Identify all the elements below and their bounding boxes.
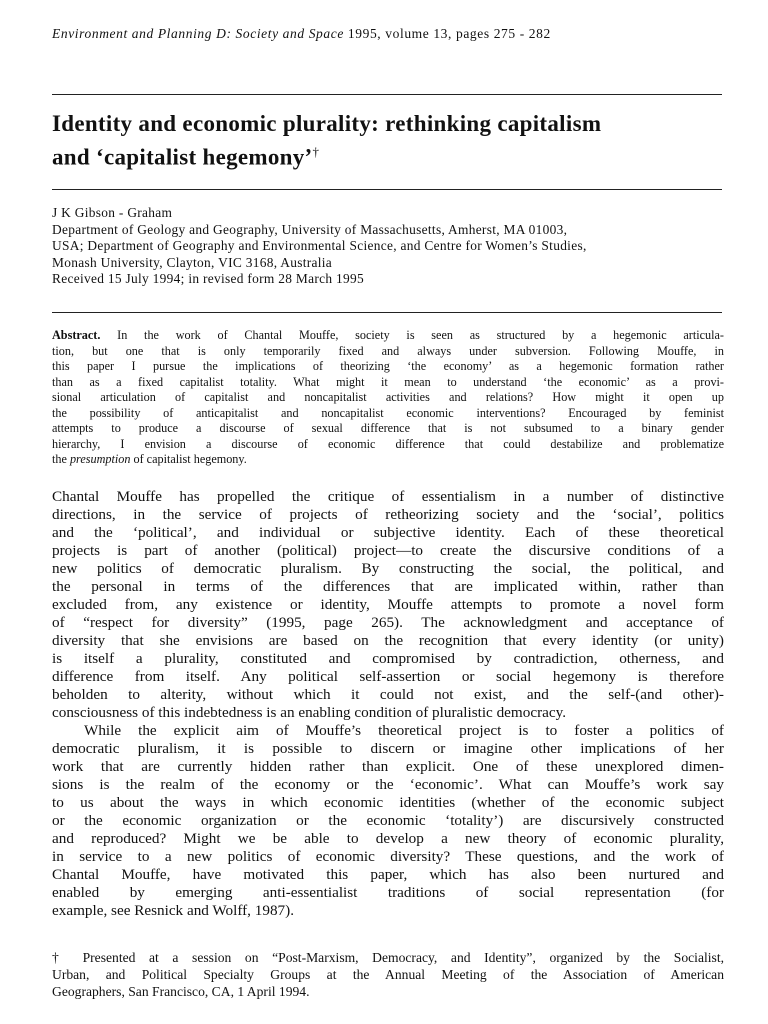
abstract-emphasis: presumption — [69, 452, 131, 466]
abstract — [52, 328, 724, 468]
title-line-2-text: and ‘capitalist hegemony’ — [52, 144, 313, 170]
body-line: While the explicit aim of Mouffe’s theoretical project is to foster a politics of — [84, 722, 724, 739]
footnote-line: Urban, and Political Specialty Groups at the Annual Meeting of the Association of American — [52, 966, 724, 982]
abstract-line-1-text: In the work of Chantal Mouffe, society is seen as structured by a hegemonic articula- — [100, 328, 724, 342]
body-line: Chantal Mouffe has propelled the critique of essentialism in a number of distinctive — [52, 488, 724, 505]
abstract-line: tion, but one that is only temporarily fixed and always under subversion. Following Mouffe, in — [52, 343, 724, 358]
body-line: and reproduced? Might we be able to develop a new theory of economic plurality, — [52, 830, 724, 847]
affiliation-line-2: USA; Department of Geography and Environmental Science, and Centre for Women’s Studies, — [52, 238, 587, 254]
header-rule — [52, 94, 722, 95]
body-line: is itself a plurality, constituted and compromised by contradiction, otherness, and — [52, 650, 724, 667]
journal-volume-pages: 1995, volume 13, pages 275 - 282 — [343, 26, 551, 41]
body-line: projects is part of another (political) project—to create the discursive conditions of a — [52, 542, 724, 559]
body-line: the personal in terms of the differences that are implicated within, rather than — [52, 578, 724, 595]
received-date: Received 15 July 1994; in revised form 28 March 1995 — [52, 271, 364, 287]
body-text — [52, 488, 724, 920]
abstract-heading: Abstract. — [52, 328, 101, 342]
abstract-line: hierarchy, I envision a discourse of economic difference that could destabilize and problematize — [52, 436, 724, 451]
body-line: Chantal Mouffe, have motivated this paper, which has also been nurtured and — [52, 866, 724, 883]
abstract-line — [52, 452, 724, 468]
body-line: example, see Resnick and Wolff, 1987). — [52, 902, 294, 919]
body-line: difference from itself. Any political self-assertion or social hegemony is therefore — [52, 668, 724, 685]
affiliation-line-1: Department of Geology and Geography, University of Massachusetts, Amherst, MA 01003, — [52, 221, 568, 237]
abstract-line: attempts to produce a discourse of sexual difference that is not subsumed to a binary gender — [52, 421, 724, 435]
journal-citation — [52, 26, 551, 42]
body-line: excluded from, any existence or identity, Mouffe attempts to promote a novel form — [52, 596, 724, 613]
abstract-line: than as a fixed capitalist totality. What might it mean to understand ‘the economic’ as a provi- — [52, 374, 724, 389]
body-line: beholden to alterity, without which it could not exist, and the self-(and other)- — [52, 686, 724, 703]
author-block — [52, 205, 732, 288]
paragraph-1 — [52, 488, 724, 722]
footnote-line: Geographers, San Francisco, CA, 1 April 1994. — [52, 983, 310, 999]
title-rule — [52, 189, 722, 190]
body-line: consciousness of this indebtedness is an enabling condition of pluralistic democracy. — [52, 704, 567, 721]
author-rule — [52, 312, 722, 313]
body-line: sions is the realm of the economy or the ‘economic’. What can Mouffe’s work say — [52, 776, 724, 793]
footnote — [52, 950, 724, 1000]
title-footnote-mark: † — [312, 144, 320, 159]
abstract-line: the possibility of anticapitalist and noncapitalist economic interventions? Encouraged by feminist — [52, 405, 724, 420]
body-line: of “respect for diversity” (1995, page 265). The acknowledgment and acceptance of — [52, 614, 724, 631]
abstract-line: this paper I pursue the implications of theorizing ‘the economy’ as a hegemonic formation rather — [52, 359, 724, 373]
affiliation-line-3: Monash University, Clayton, VIC 3168, Australia — [52, 254, 333, 270]
body-line: to us about the ways in which economic identities (whether of the economic subject — [52, 794, 724, 811]
title-line-1: Identity and economic plurality: rethinking capitalism — [52, 111, 602, 136]
author-name: J K Gibson - Graham — [52, 205, 173, 220]
body-line: directions, in the service of projects of retheorizing society and the ‘social’, politics — [52, 506, 724, 523]
title-line-2 — [52, 138, 732, 172]
article-title — [52, 110, 732, 172]
paragraph-2 — [52, 722, 724, 920]
journal-name: Environment and Planning D: Society and Space — [52, 26, 344, 41]
body-line: or the economic organization or the economic ‘totality’) are discursively constructed — [52, 812, 724, 829]
body-line: new politics of democratic pluralism. By constructing the social, the political, and — [52, 560, 724, 577]
body-line: work that are currently hidden rather than explicit. One of these unexplored dimen- — [52, 758, 724, 775]
abstract-line: sional articulation of capitalist and noncapitalist activities and relations? How might it open up — [52, 390, 724, 404]
body-line: diversity that she envisions are based on the recognition that every identity (or unity) — [52, 632, 724, 649]
abstract-last-before: the — [52, 452, 70, 466]
body-line: in service to a new politics of economic diversity? These questions, and the work of — [52, 848, 724, 865]
body-line: and the ‘political’, and individual or subjective identity. Each of these theoretical — [52, 524, 724, 541]
footnote-line: † Presented at a session on “Post-Marxism, Democracy, and Identity”, organized by the Socialist, — [52, 950, 724, 965]
abstract-line — [52, 328, 724, 344]
body-line: democratic pluralism, it is possible to discern or imagine other implications of her — [52, 740, 724, 757]
abstract-last-after: of capitalist hegemony. — [130, 452, 247, 466]
body-line: enabled by emerging anti-essentialist traditions of social representation (for — [52, 884, 724, 901]
